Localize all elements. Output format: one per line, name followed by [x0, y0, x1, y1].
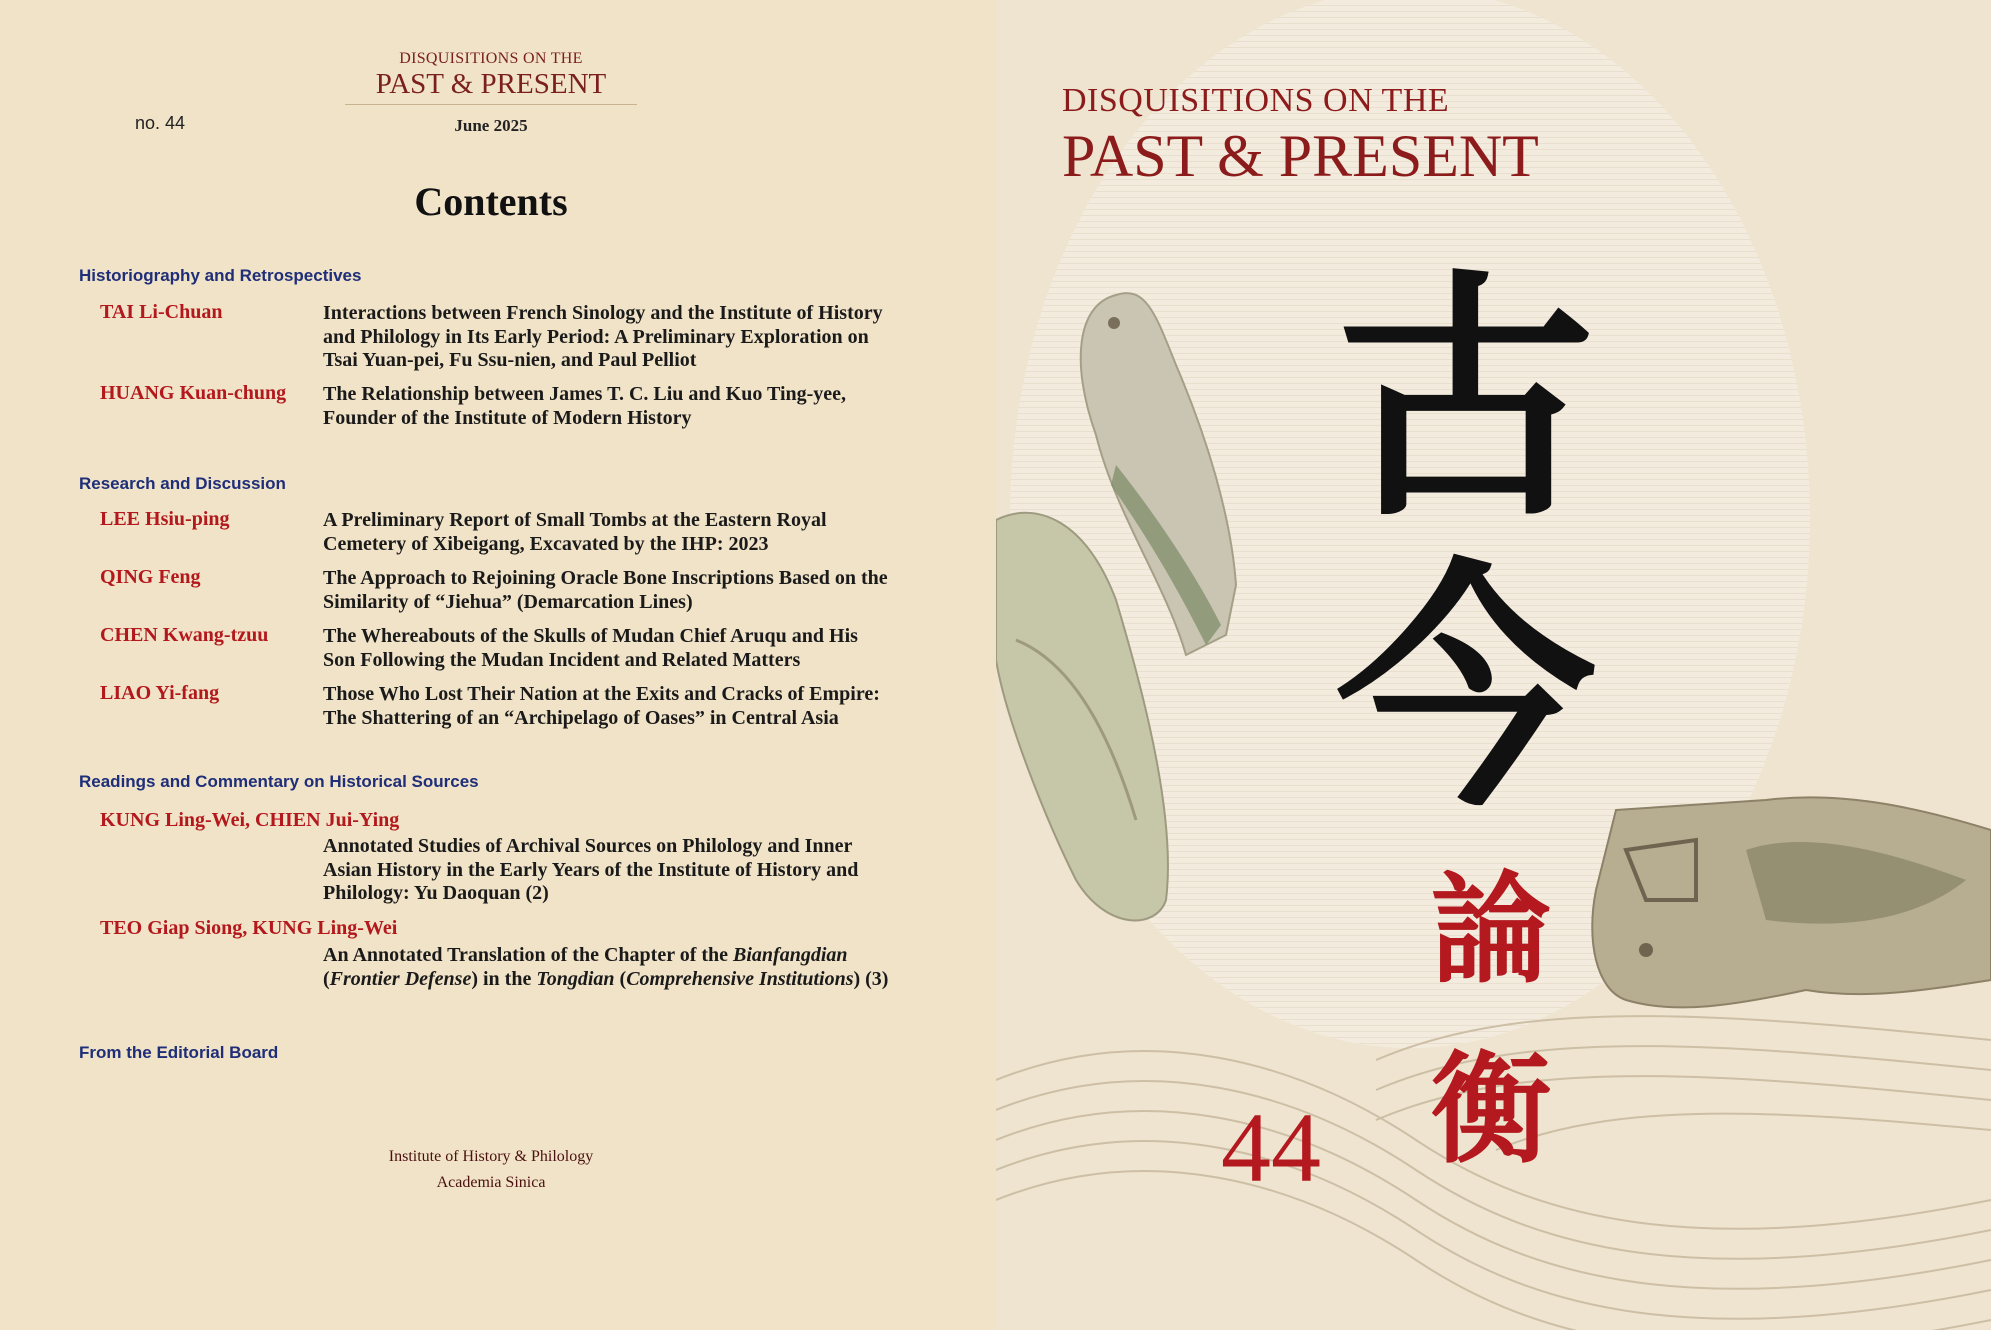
- title-part: (: [614, 967, 627, 990]
- section-heading-research: Research and Discussion: [79, 474, 286, 493]
- publisher-line2: Academia Sinica: [436, 1174, 546, 1191]
- title-part-italic: Comprehensive Institutions: [626, 967, 854, 990]
- title-line: The Approach to Rejoining Oracle Bone Inscriptions Based on the: [323, 567, 888, 589]
- title-part-italic: Tongdian: [536, 967, 615, 990]
- title-line: The Relationship between James T. C. Liu and Kuo Ting-yee,: [323, 383, 847, 405]
- entry-author[interactable]: KUNG Ling-Wei, CHIEN Jui-Ying: [100, 809, 400, 831]
- contents-title: Contents: [414, 179, 568, 224]
- entry-title[interactable]: [323, 567, 963, 614]
- entry-author[interactable]: LIAO Yi-fang: [100, 682, 220, 704]
- entry-author[interactable]: CHEN Kwang-tzuu: [100, 624, 269, 646]
- masthead-line2: PAST & PRESENT: [375, 68, 607, 100]
- title-line: The Shattering of an “Archipelago of Oases” in Central Asia: [323, 706, 839, 729]
- title-line: Cemetery of Xibeigang, Excavated by the IHP: 2023: [323, 532, 769, 555]
- entry-author[interactable]: TEO Giap Siong, KUNG Ling-Wei: [100, 917, 398, 939]
- title-line: Tsai Yuan-pei, Fu Ssu-nien, and Paul Pelliot: [323, 349, 697, 371]
- title-part: (: [323, 967, 330, 990]
- entry-author[interactable]: LEE Hsiu-ping: [100, 508, 230, 530]
- title-line: Founder of the Institute of Modern History: [323, 406, 692, 429]
- jade-cicada-artifact: [996, 500, 1196, 930]
- title-line: Interactions between French Sinology and the Institute of History: [323, 302, 883, 324]
- title-line: [323, 944, 963, 968]
- issue-date: June 2025: [454, 116, 528, 135]
- title-line: Asian History in the Early Years of the Institute of History and: [323, 858, 859, 881]
- title-part: ) in the: [471, 967, 537, 990]
- section-heading-editorial[interactable]: From the Editorial Board: [79, 1043, 279, 1062]
- entry-author[interactable]: QING Feng: [100, 566, 201, 588]
- entry-title[interactable]: [323, 302, 963, 373]
- title-part: ) (3): [853, 967, 889, 990]
- title-line: A Preliminary Report of Small Tombs at the Eastern Royal: [323, 509, 827, 531]
- masthead-rule: [345, 104, 637, 105]
- title-line: Philology: Yu Daoquan (2): [323, 882, 549, 904]
- jade-dragon-artifact: [1586, 790, 1991, 1020]
- entry-title[interactable]: [323, 509, 963, 556]
- cover-title-line1: DISQUISITIONS ON THE: [1062, 82, 1450, 119]
- masthead-line1: DISQUISITIONS ON THE: [399, 50, 583, 67]
- title-line: Similarity of “Jiehua” (Demarcation Lines): [323, 590, 693, 613]
- section-heading-readings: Readings and Commentary on Historical Sources: [79, 772, 479, 791]
- cover-char-gu: 古: [1336, 247, 1596, 552]
- entry-title[interactable]: [323, 944, 963, 991]
- title-line: Annotated Studies of Archival Sources on Philology and Inner: [323, 835, 853, 857]
- cover-char-heng: 衡: [1431, 1039, 1551, 1180]
- masthead: [345, 50, 637, 105]
- entry-author[interactable]: TAI Li-Chuan: [100, 301, 223, 323]
- entry-author[interactable]: HUANG Kuan-chung: [100, 382, 287, 404]
- entry-title[interactable]: [323, 383, 963, 430]
- section-heading-historiography: Historiography and Retrospectives: [79, 266, 362, 285]
- title-part-italic: Frontier Defense: [329, 967, 472, 990]
- cover-page: [996, 0, 1991, 1330]
- title-line: Those Who Lost Their Nation at the Exits and Cracks of Empire:: [323, 683, 880, 705]
- title-line: [323, 968, 963, 992]
- issue-number: no. 44: [135, 113, 186, 133]
- entry-title[interactable]: [323, 835, 963, 906]
- publisher-line1: Institute of History & Philology: [388, 1148, 594, 1165]
- title-part: An Annotated Translation of the Chapter of the: [323, 944, 734, 966]
- entry-title[interactable]: [323, 683, 963, 730]
- entry-title[interactable]: [323, 625, 963, 672]
- title-line: and Philology in Its Early Period: A Preliminary Exploration on: [323, 325, 869, 348]
- title-line: Son Following the Mudan Incident and Related Matters: [323, 648, 801, 671]
- title-line: The Whereabouts of the Skulls of Mudan Chief Aruqu and His: [323, 625, 858, 647]
- cover-title-line2: PAST & PRESENT: [1062, 123, 1539, 189]
- cover-char-jin: 今: [1336, 537, 1596, 842]
- title-part-italic: Bianfangdian: [733, 944, 848, 966]
- cover-issue-number: 44: [1221, 1092, 1321, 1203]
- cover-char-lun: 論: [1431, 859, 1551, 1000]
